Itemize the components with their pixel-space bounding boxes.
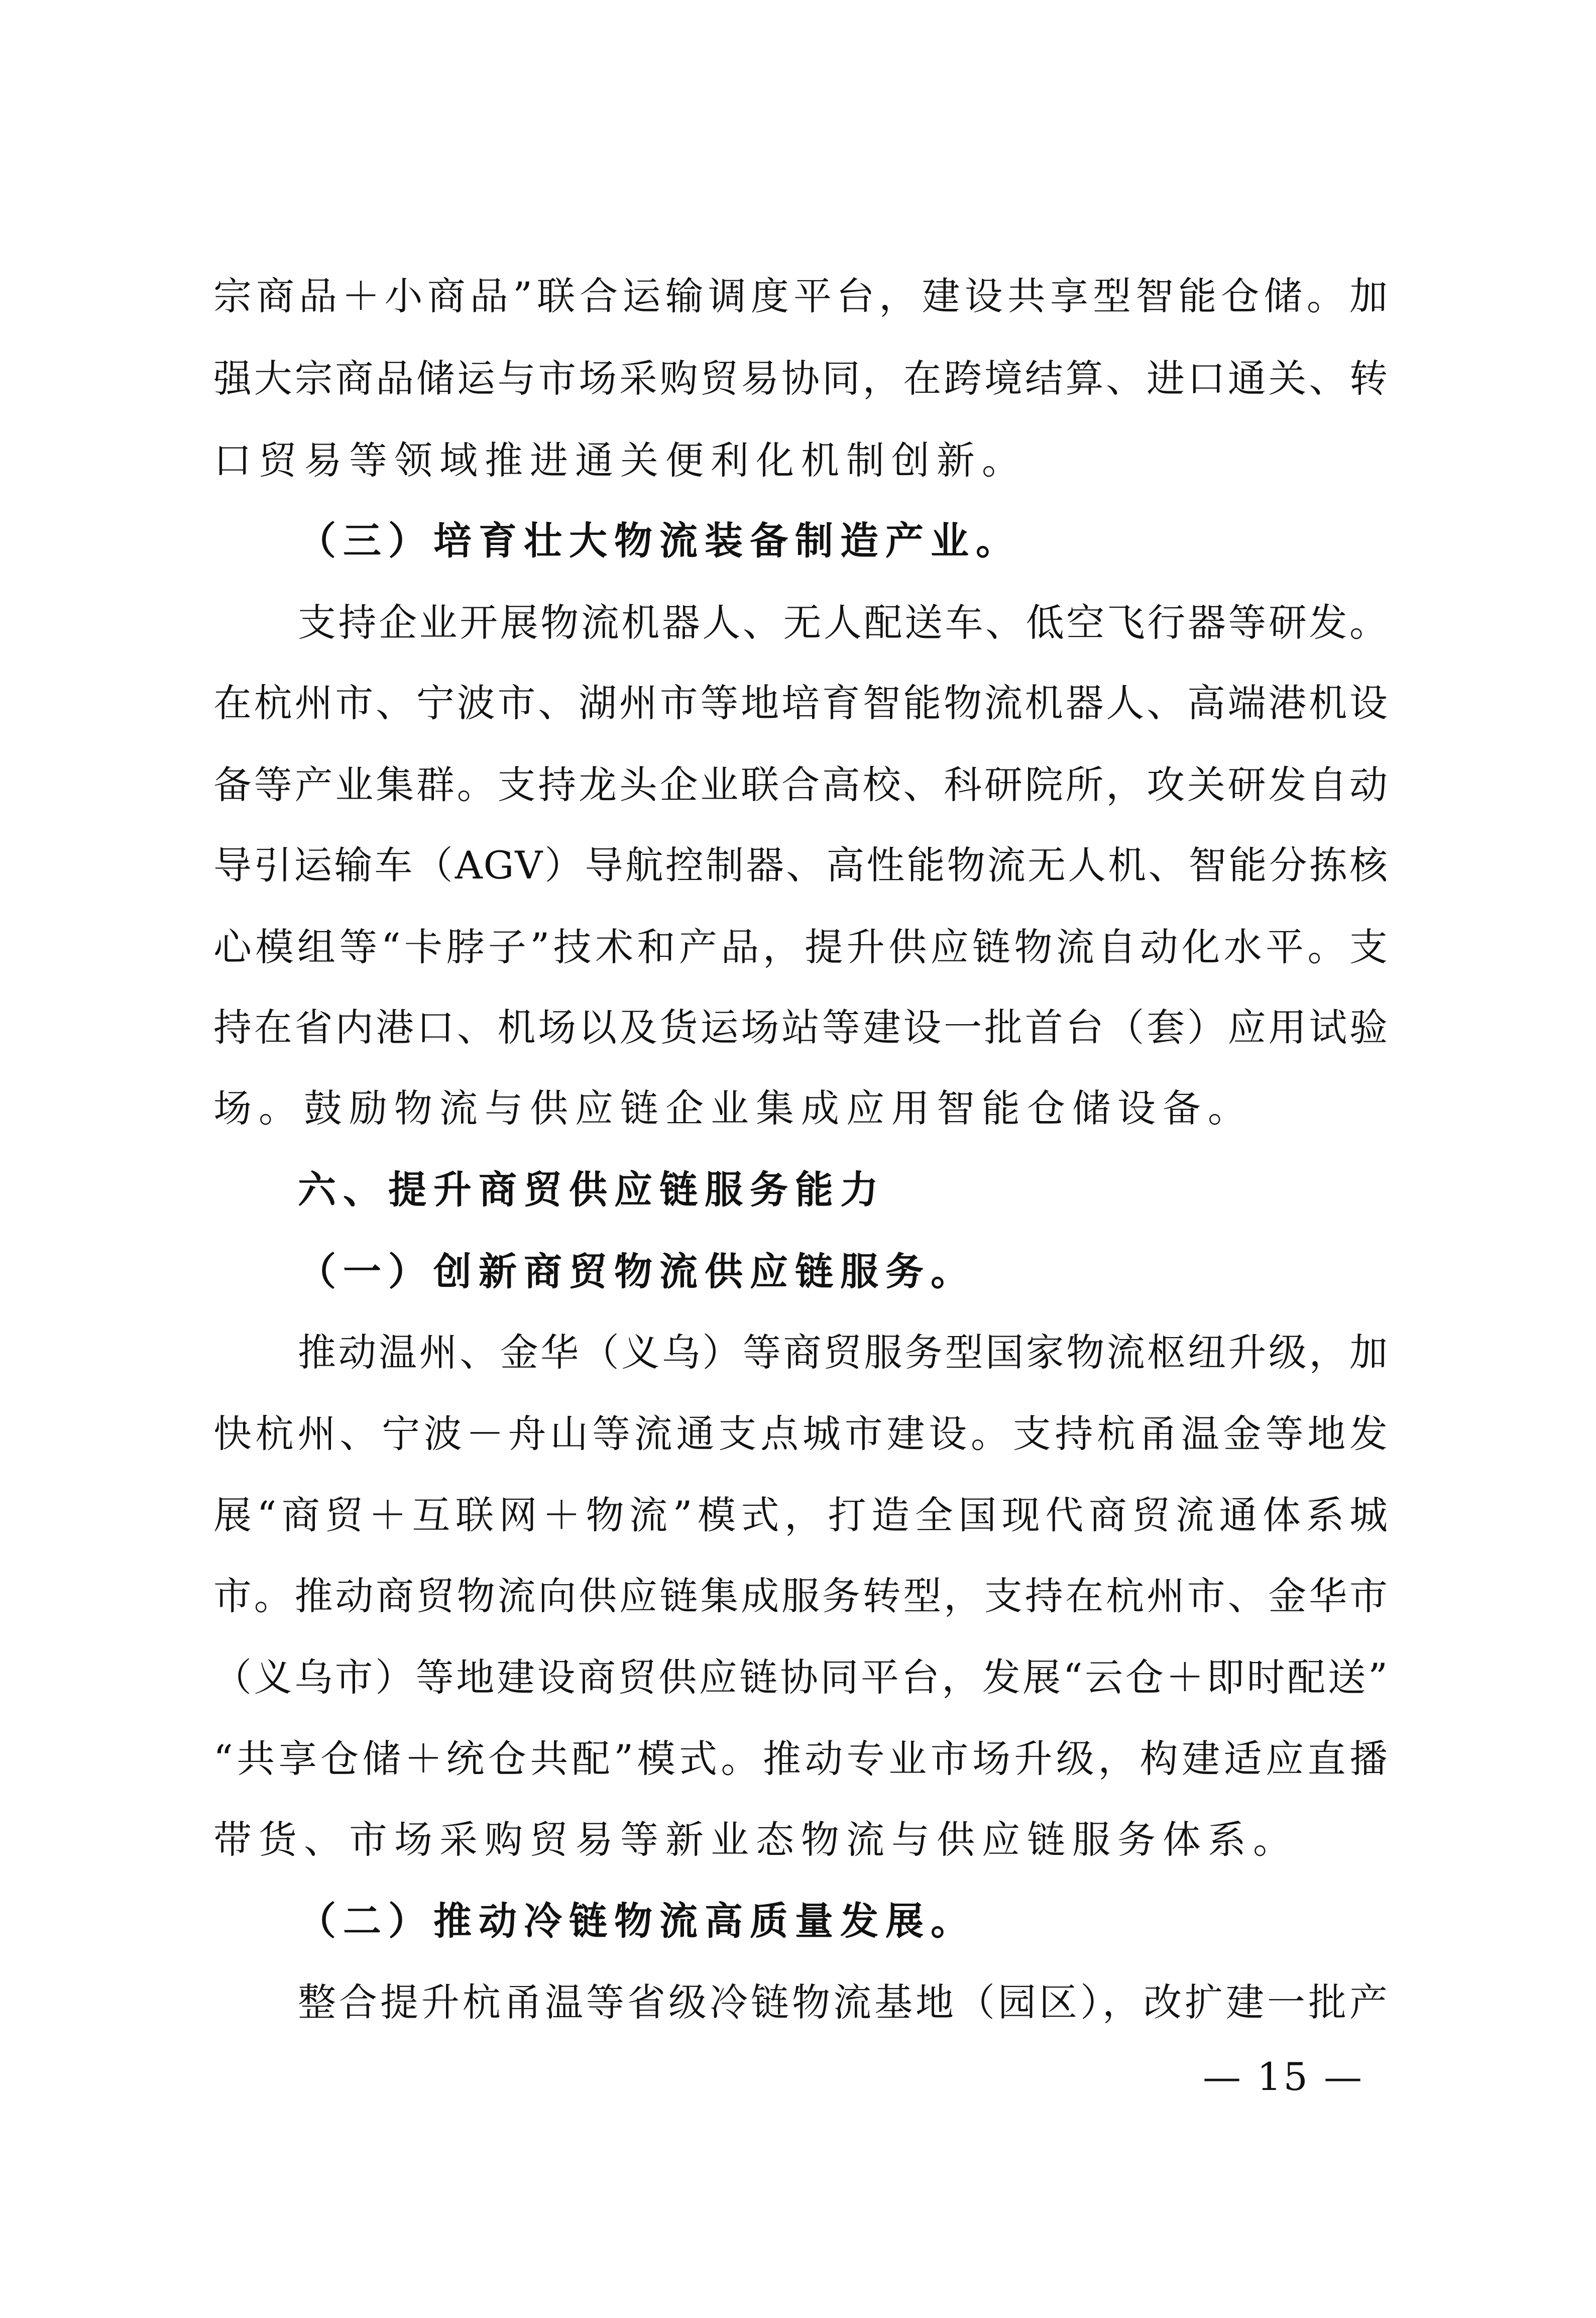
body-line-1: 宗商品＋小商品”联合运输调度平台，建设共享型智能仓储。加 [213,274,1389,318]
body-line-2: 强大宗商品储运与市场采购贸易协同，在跨境结算、进口通关、转 [213,356,1389,401]
body-line-17: 市。推动商贸物流向供应链集成服务转型，支持在杭州市、金华市 [213,1574,1389,1618]
body-line-11: 场。鼓励物流与供应链企业集成应用智能仓储设备。 [213,1086,1253,1131]
subheading-1: （一）创新商贸物流供应链服务。 [298,1249,976,1294]
subheading-3: （三）培育壮大物流装备制造产业。 [298,518,1021,563]
body-line-3: 口贸易等领域推进通关便利化机制创新。 [213,438,1027,483]
body-line-5: 支持企业开展物流机器人、无人配送车、低空飞行器等研发。 [298,600,1389,645]
body-line-9: 心模组等“卡脖子”技术和产品，提升供应链物流自动化水平。支 [213,925,1389,969]
body-line-6: 在杭州市、宁波市、湖州市等地培育智能物流机器人、高端港机设 [213,681,1389,725]
body-line-10: 持在省内港口、机场以及货运场站等建设一批首台（套）应用试验 [213,1005,1389,1050]
body-line-15: 快杭州、宁波－舟山等流通支点城市建设。支持杭甬温金等地发 [213,1411,1389,1456]
body-line-8: 导引运输车（AGV）导航控制器、高性能物流无人机、智能分拣核 [213,843,1389,888]
section-heading-6: 六、提升商贸供应链服务能力 [298,1167,885,1212]
body-line-16: 展“商贸＋互联网＋物流”模式，打造全国现代商贸流通体系城 [213,1493,1389,1537]
body-line-14: 推动温州、金华（义乌）等商贸服务型国家物流枢纽升级，加 [298,1330,1389,1375]
body-line-7: 备等产业集群。支持龙头企业联合高校、科研院所，攻关研发自动 [213,762,1389,807]
body-line-18: （义乌市）等地建设商贸供应链协同平台，发展“云仓＋即时配送” [213,1655,1389,1700]
subheading-2: （二）推动冷链物流高质量发展。 [298,1899,976,1943]
page-number: — 15 — [1203,2054,1364,2099]
body-line-20: 带货、市场采购贸易等新业态物流与供应链服务体系。 [213,1817,1298,1862]
body-line-19: “共享仓储＋统仓共配”模式。推动专业市场升级，构建适应直播 [213,1736,1389,1781]
body-line-22: 整合提升杭甬温等省级冷链物流基地（园区），改扩建一批产 [298,1980,1389,2025]
